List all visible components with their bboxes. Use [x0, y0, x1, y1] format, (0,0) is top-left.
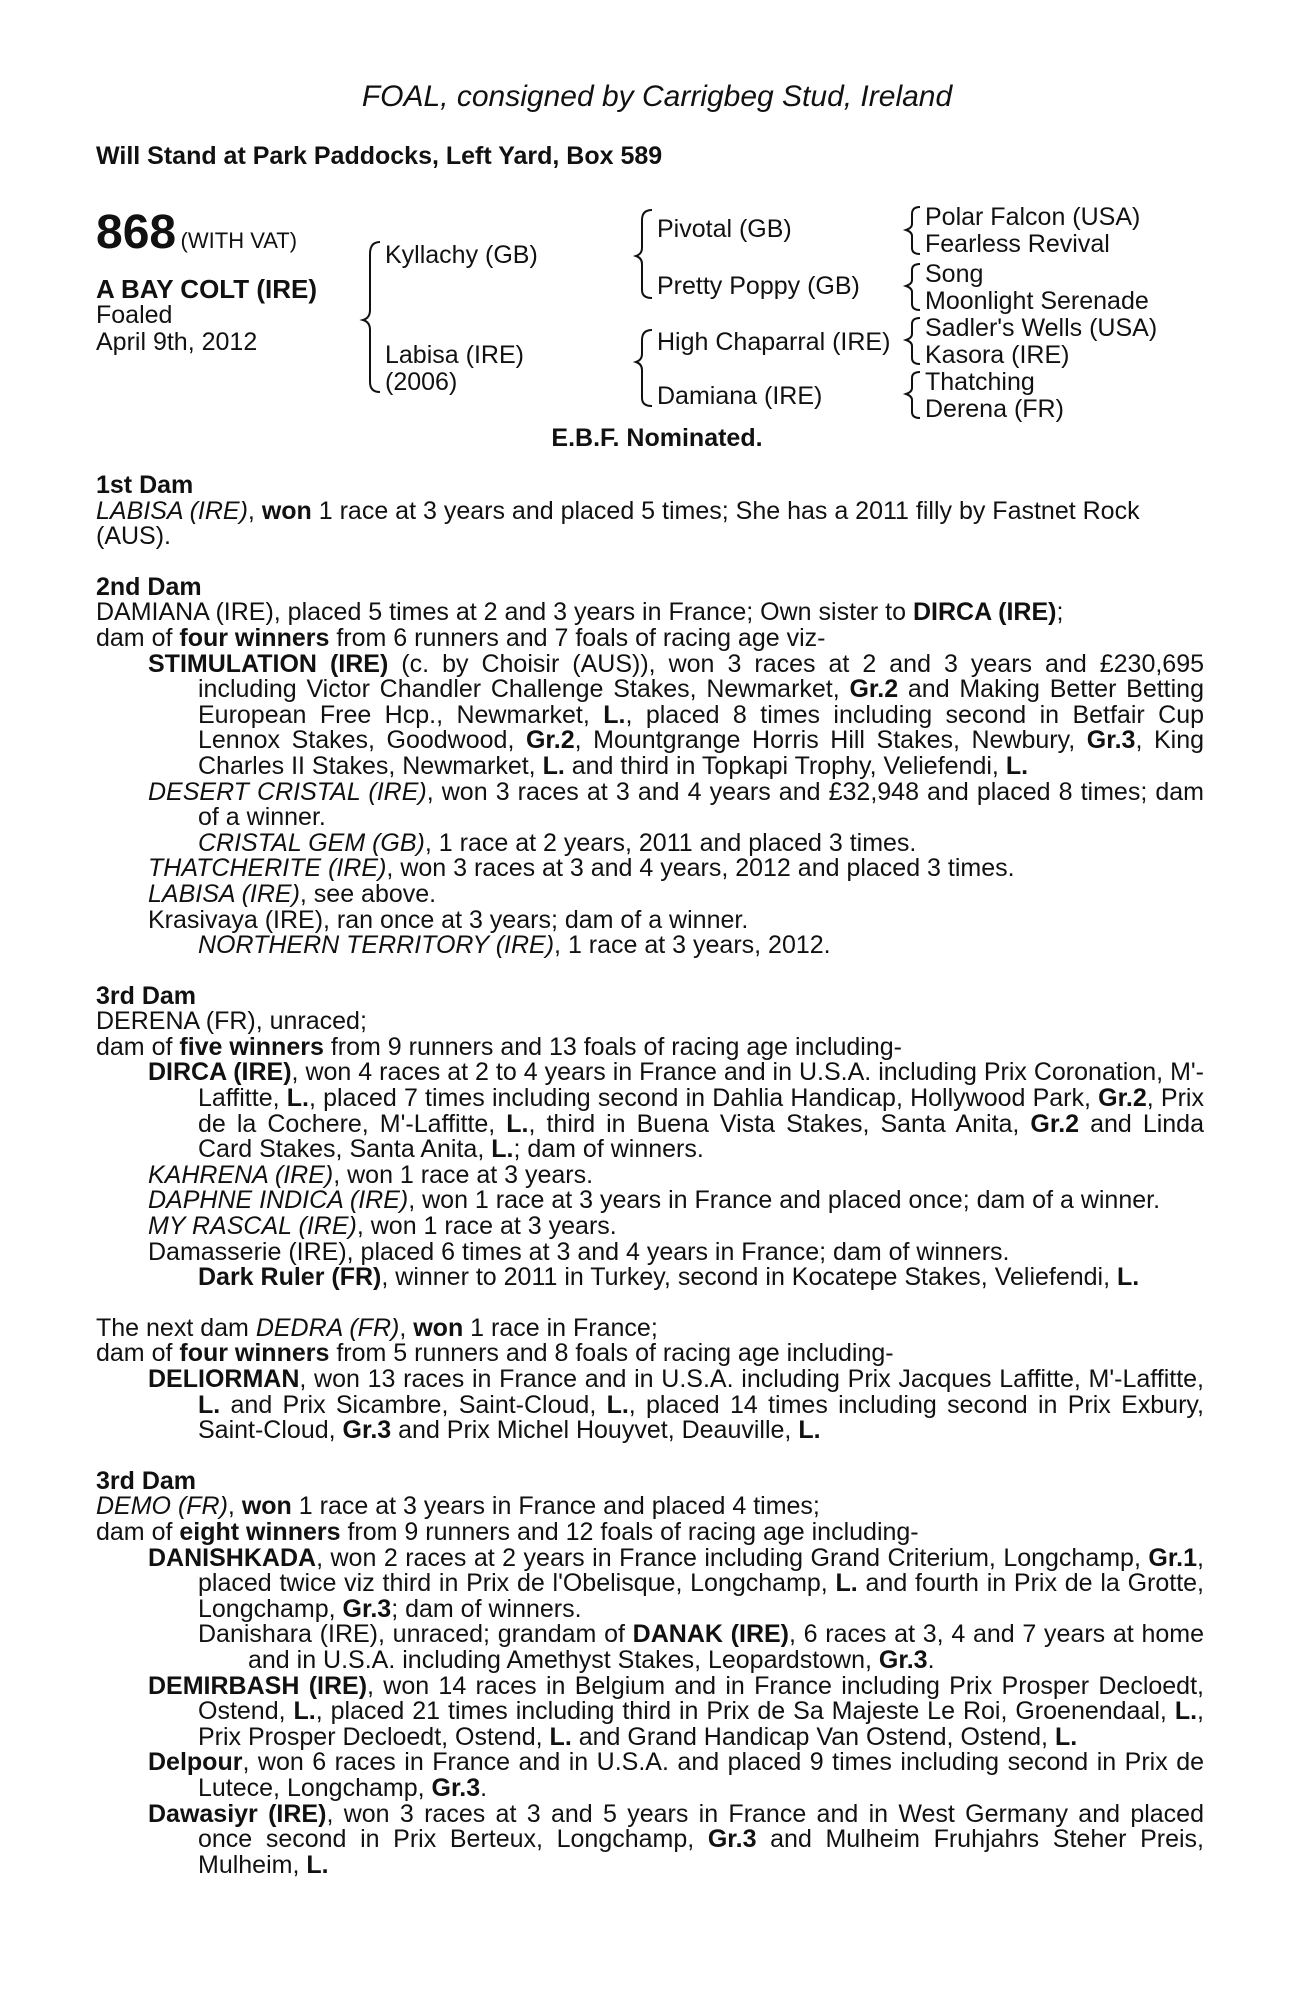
- produce-krasivaya: Krasivaya (IRE), ran once at 3 years; dam of a winner.: [148, 905, 749, 934]
- produce-record: [96, 473, 1204, 1878]
- bracket-ss: [906, 207, 920, 254]
- produce-danishkada: DANISHKADA, won 2 races at 2 years in France including Grand Criterium, Longchamp, Gr.1, placed twice viz third in Prix de l'Obelisque, Longchamp, L. and fourth in Prix de la Grotte, Longchamp, Gr.3; dam of winners.: [148, 1543, 1204, 1623]
- produce-danishara: Danishara (IRE), unraced; grandam of DANAK (IRE), 6 races at 3, 4 and 7 years at home and in U.S.A. including Amethyst Stakes, Leopardstown, Gr.3.: [198, 1620, 1204, 1674]
- produce-demirbash: DEMIRBASH (IRE), won 14 races in Belgium and in France including Prix Prosper Decloedt, Ostend, L., placed 21 times including third in Prix de Sa Majeste Le Roi, Groenendaal, L., Prix Prosper Decloedt, Ostend, L. and Grand Handicap Van Ostend, Ostend, L.: [148, 1671, 1204, 1751]
- produce-dirca: DIRCA (IRE), won 4 races at 2 to 4 years in France and in U.S.A. including Prix Coronation, M'-Laffitte, L., placed 7 times including second in Dahlia Handicap, Hollywood Park, Gr.2, Prix de la Cochere, M'-Laffitte, L., third in Buena Vista Stakes, Santa Anita, Gr.2 and Linda Card Stakes, Santa Anita, L.; dam of winners.: [148, 1058, 1204, 1164]
- produce-cristal-gem: CRISTAL GEM (GB), 1 race at 2 years, 2011 and placed 3 times.: [198, 828, 917, 857]
- produce-desert-cristal: DESERT CRISTAL (IRE), won 3 races at 3 and 4 years and £32,948 and placed 8 times; dam of a winner.: [148, 777, 1204, 832]
- bracket-dd: [906, 372, 920, 418]
- ds-dam: Kasora (IRE): [925, 341, 1070, 369]
- ds-sire: Sadler's Wells (USA): [925, 314, 1158, 342]
- fourth-dam-produce: dam of eight winners from 9 runners and 12 foals of racing age including-: [96, 1517, 919, 1546]
- bracket-sire: [636, 210, 652, 298]
- next-dam-entry: The next dam DEDRA (FR), won 1 race in France;: [96, 1313, 658, 1342]
- dd-sire: Thatching: [925, 368, 1035, 396]
- produce-northern-territory: NORTHERN TERRITORY (IRE), 1 race at 3 years, 2012.: [198, 931, 831, 960]
- fourth-dam-entry: DEMO (FR), won 1 race at 3 years in France and placed 4 times;: [96, 1492, 820, 1521]
- dam: Labisa (IRE): [385, 341, 524, 369]
- bracket-sd: [906, 264, 920, 310]
- produce-stimulation: STIMULATION (IRE) (c. by Choisir (AUS)), won 3 races at 2 and 3 years and £230,695 including Victor Chandler Challenge Stakes, Newmarket, Gr.2 and Making Better Betting European Free Hcp., Newmarket, L., placed 8 times including second in Betfair Cup Lennox Stakes, Goodwood, Gr.2, Mountgrange Horris Hill Stakes, Newbury, Gr.3, King Charles II Stakes, Newmarket, L. and third in Topkapi Trophy, Veliefendi, L.: [148, 649, 1205, 780]
- dam-sire: High Chaparral (IRE): [657, 328, 891, 356]
- produce-damasserie: Damasserie (IRE), placed 6 times at 3 and 4 years in France; dam of winners.: [148, 1237, 1010, 1266]
- second-dam-heading: 2nd Dam: [96, 572, 202, 601]
- lot-number-block: [96, 205, 297, 260]
- first-dam-heading: 1st Dam: [96, 471, 194, 499]
- dam-year: (2006): [385, 368, 458, 396]
- stand-location: Will Stand at Park Paddocks, Left Yard, Box 589: [96, 142, 663, 170]
- sire-dam: Pretty Poppy (GB): [657, 272, 860, 300]
- first-dam-entry: LABISA (IRE), won 1 race at 3 years and placed 5 times; She has a 2011 filly by Fastnet Rock (AUS).: [96, 496, 1140, 551]
- third-dam-heading: 3rd Dam: [96, 981, 197, 1010]
- ebf-nomination: E.B.F. Nominated.: [551, 424, 763, 452]
- consignment-line: FOAL, consigned by Carrigbeg Stud, Ireland: [361, 80, 953, 113]
- bracket-gen1: [363, 242, 380, 392]
- lot-number: 868: [96, 206, 177, 259]
- foaled-date: April 9th, 2012: [96, 328, 258, 356]
- sire: Kyllachy (GB): [385, 241, 538, 269]
- foaled-label: Foaled: [96, 301, 173, 329]
- sd-dam: Moonlight Serenade: [925, 287, 1149, 315]
- lot-name: A BAY COLT (IRE): [96, 274, 318, 304]
- dd-dam: Derena (FR): [925, 395, 1064, 423]
- produce-daphne-indica: DAPHNE INDICA (IRE), won 1 race at 3 years in France and placed once; dam of a winner.: [148, 1186, 1161, 1215]
- produce-delpour: Delpour, won 6 races in France and in U.S.A. and placed 9 times including second in Prix de Lutece, Longchamp, Gr.3.: [148, 1748, 1204, 1802]
- third-dam-produce: dam of five winners from 9 runners and 13 foals of racing age including-: [96, 1032, 902, 1061]
- fourth-dam-heading: 3rd Dam: [96, 1466, 197, 1495]
- produce-my-rascal: MY RASCAL (IRE), won 1 race at 3 years.: [148, 1212, 617, 1241]
- second-dam-produce: dam of four winners from 6 runners and 7 foals of racing age viz-: [96, 623, 826, 652]
- sd-sire: Song: [925, 260, 984, 288]
- second-dam-entry: DAMIANA (IRE), placed 5 times at 2 and 3 years in France; Own sister to DIRCA (IRE);: [96, 598, 1064, 627]
- ss-dam: Fearless Revival: [925, 230, 1110, 258]
- dam-dam: Damiana (IRE): [657, 382, 823, 410]
- third-dam-entry: DERENA (FR), unraced;: [96, 1007, 367, 1036]
- bracket-dam: [636, 330, 652, 406]
- produce-dawasiyr: Dawasiyr (IRE), won 3 races at 3 and 5 years in France and in West Germany and placed once second in Prix Berteux, Longchamp, Gr.3 and Mulheim Fruhjahrs Steher Preis, Mulheim, L.: [148, 1799, 1204, 1879]
- next-dam-produce: dam of four winners from 5 runners and 8 foals of racing age including-: [96, 1339, 894, 1368]
- produce-deliorman: DELIORMAN, won 13 races in France and in U.S.A. including Prix Jacques Laffitte, M'-Laffitte, L. and Prix Sicambre, Saint-Cloud, L., placed 14 times including second in Prix Exbury, Saint-Cloud, Gr.3 and Prix Michel Houyvet, Deauville, L.: [148, 1365, 1204, 1445]
- vat-note: (WITH VAT): [180, 228, 298, 253]
- bracket-ds: [906, 318, 920, 364]
- produce-labisa: LABISA (IRE), see above.: [148, 879, 437, 908]
- produce-kahrena: KAHRENA (IRE), won 1 race at 3 years.: [148, 1160, 594, 1189]
- produce-thatcherite: THATCHERITE (IRE), won 3 races at 3 and 4 years, 2012 and placed 3 times.: [148, 854, 1015, 883]
- ss-sire: Polar Falcon (USA): [925, 203, 1141, 231]
- sire-sire: Pivotal (GB): [657, 215, 792, 243]
- produce-dark-ruler: Dark Ruler (FR), winner to 2011 in Turkey, second in Kocatepe Stakes, Veliefendi, L.: [198, 1263, 1140, 1292]
